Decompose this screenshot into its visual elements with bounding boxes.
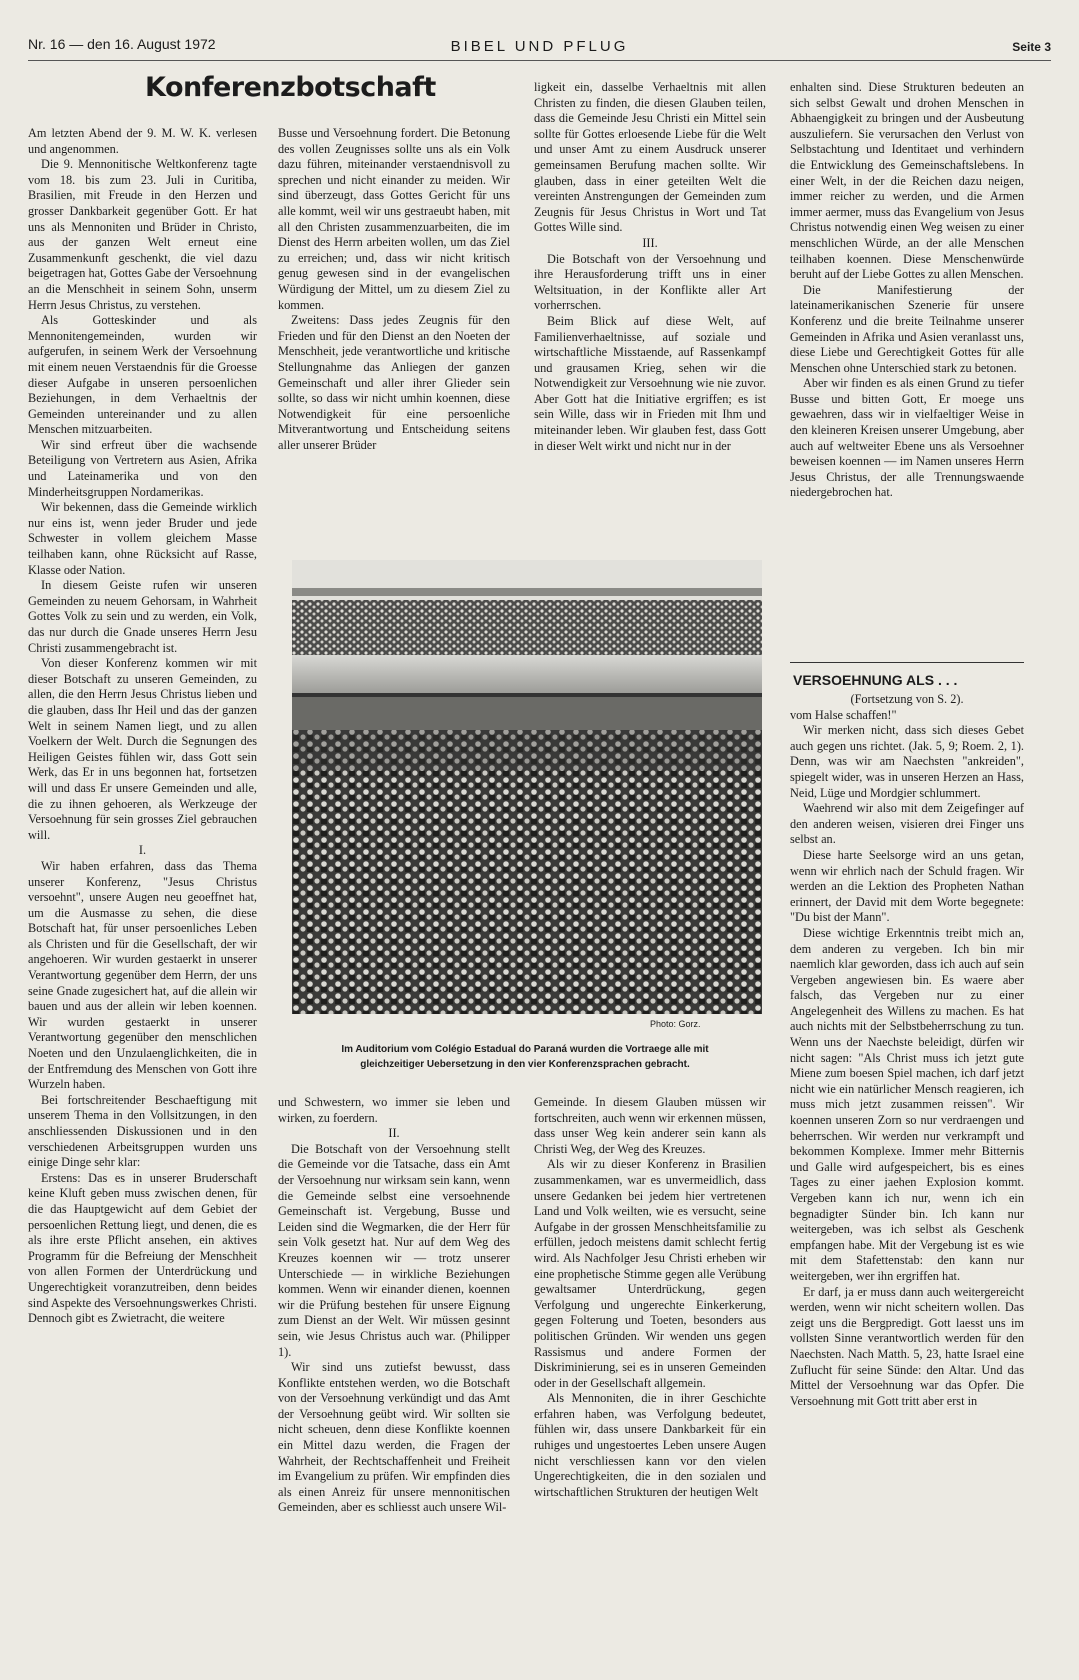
paragraph: enhalten sind. Diese Strukturen bedeuten an sich selbst Gewalt und drohen Menschen in Abhaengigkeit zu bringen und der Ausbeutung auszuliefern. Sie verursachen den Verlust von Selbstachtung und Identitaet und verhindern die Entwicklung des Gemeinschaftslebens. In einer Welt, in der die Reichen dazu neigen, immer reicher zu werden, und die Armen immer aermer, muss das Evangelium von Jesus Christus notwendig einen Weg weisen zu einer menschlichen Würde, an der alle Menschen teilhaben koennen. Diese Menschenwürde beruht auf der Liebe Gottes zu allen Menschen.	[790, 80, 1024, 282]
paragraph: und Schwestern, wo immer sie leben und wirken, zu foerdern.	[278, 1095, 510, 1125]
paragraph: Die Botschaft von der Versoehnung und ihre Herausforderung trifft uns in einer Weltsituation, in der Konflikte aller Art vorherrschen.	[534, 251, 766, 313]
paragraph: Bei fortschreitender Beschaeftigung mit unserem Thema in den Vollsitzungen, in den anschliessenden Diskussionen und in den verschiedenen Arbeitsgruppen wurden uns einige Dinge sehr klar:	[28, 1092, 257, 1170]
paragraph: Diese wichtige Erkenntnis treibt mich an, dem anderen zu vergeben. Ich bin mir naemlich klar geworden, dass ich auch auf sein Vergeben angewiesen bin. Es waere aber falsch, das Vergeben nur zu einer Angelegenheit des Willens zu machen. Es hat auch nichts mit der Selbstbeherrschung zu tun. Wenn uns der Naechste beleidigt, dürfen wir nicht sagen: "Als Christ muss ich jetzt gute Miene zum boesen Spiel machen, ich darf jetzt nicht wie ein natürlicher Mensch reagieren, ich muss mich jetzt zusammen reissen". Wir koennen unseren Zorn so nur verdraengen und beherrschen. Wir werden nur verkrampft und bekommen Komplexe. Immer mehr Bitternis und Galle wird aufgespeichert, bis es eines Tages zu einer jaehen Explosion kommt. Vergeben kann ich nur, wenn ich ein begnadigter Sünder bin. Ich kann nur weitergeben, was ich selbst als Geschenk empfangen habe. Mit der Vergebung ist es wie mit dem Stafettenstab: den kann nur weitergeben, wer ihn ergriffen hat.	[790, 925, 1024, 1283]
section-number: I.	[138, 843, 147, 858]
sidebar-column	[790, 692, 1024, 1676]
paragraph: Er darf, ja er muss dann auch weitergereicht werden, wenn wir nicht scheitern wollen. Das zeigt uns die Bergpredigt. Gott laesst uns im vollsten Sinne verantwortlich werden für den Naechsten. Nach Matth. 5, 23, hatte Israel eine Zuflucht für seine Sünde: den Altar. Und das Mittel der Versoehnung war das Opfer. Die Versoehnung mit Gott tritt aber erst in	[790, 1284, 1024, 1408]
paragraph: Zweitens: Dass jedes Zeugnis für den Frieden und für den Dienst an den Noeten der Menschheit, jede verantwortliche und kritische Stellungnahme das Anliegen der ganzen Gemeinschaft und aller ihrer Glieder sein sollte, so dass wir nicht umhin koennen, diese Notwendigkeit für eine persoenliche Mitverantwortung und Entscheidung seitens aller unserer Brüder	[278, 313, 510, 452]
paragraph: Waehrend wir also mit dem Zeigefinger auf den anderen weisen, visieren drei Finger uns selbst an.	[790, 801, 1024, 847]
paragraph: ligkeit ein, dasselbe Verhaeltnis mit allen Christen zu finden, die diesen Glauben teilen, dass die Gemeinde Jesu Christi ein Mittel sein sollte für Gottes erloesende Liebe für die Welt und unser Amt zu einem Ausdruck unserer gemeinsamen Berufung machen sollte. Wir glauben, dass in einer geteilten Welt die vereinten Anstrengungen der Gemeinden zum Zeugnis für Jesus Christus in Wort und Tat Gottes Wille sind.	[534, 80, 766, 235]
paragraph: Von dieser Konferenz kommen wir mit dieser Botschaft zu unseren Gemeinden, zu allen, die den Herrn Jesus Christus lieben und die glauben, dass Ihr Heil und das der ganzen Welt in seinem Namen liegt, und zu allen Voelkern der Welt. Durch die Segnungen des Heiligen Geistes fühlen wir, dass Gott sein Werk, das Er in uns begonnen hat, fortsetzen will und dass Er unsere Gemeinden und alle, die zu ihnen gehoeren, als Werkzeuge der Versoehnung für sein grosses Ziel gebrauchen will.	[28, 656, 257, 842]
photo-caption: Im Auditorium vom Colégio Estadual do Paraná wurden die Vortraege alle mit gleichzeitiger Uebersetzung in den vier Konferenzsprachen gebracht.	[341, 1044, 709, 1070]
article-column-4-top	[790, 80, 1024, 645]
article-column-2-bottom	[278, 1095, 510, 1675]
paragraph: Die Botschaft von der Versoehnung stellt die Gemeinde vor die Tatsache, dass ein Amt der Versoehnung nur wirksam sein kann, wenn die Gemeinde selbst eine versoehnende Gemeinschaft ist. Vergebung, Busse und Leiden sind die Wegmarken, die der Herr für sein Volk gesetzt hat. Nur auf dem Weg des Kreuzes koennen wir — trotz unserer Unterschiede — in wirkliche Beziehungen kommen. Wenn wir einander dienen, koennen wir die Prüfung bestehen für unsere Eignung zum Dienst an der Welt. Wir müssen gesinnt sein, wie Jesus Christus auch war. (Philipper 1).	[278, 1141, 510, 1359]
paragraph: Als wir zu dieser Konferenz in Brasilien zusammenkamen, war es unvermeidlich, dass unsere Gedanken bei jedem hier vertretenen Land und Volk weilten, wie es versucht, seine Aufgabe in der grossen Menschheitsfamilie zu erfüllen, jedoch meistens damit schlecht fertig wird. Als Nachfolger Jesu Christi erheben wir eine prophetische Stimme gegen alle Verübung gewaltsamer Unterdrückung, gegen Verfolgung und ungerechte Einkerkerung, gegen Folterung und Toeten, besonders aus politischen Gründen. Wir wenden uns gegen Rassismus und andere Formen der Diskriminierung, sei es in unseren Gemeinden oder in der Gesellschaft allgemein.	[534, 1157, 766, 1390]
paragraph: Wir sind erfreut über die wachsende Beteiligung von Vertretern aus Asien, Afrika und Lateinamerika und von den Minderheitsgruppen Nordamerikas.	[28, 437, 257, 499]
auditorium-photo	[292, 560, 762, 1014]
page-number: Seite 3	[1012, 40, 1051, 54]
paragraph: Als Mennoniten, die in ihrer Geschichte erfahren haben, was Verfolgung bedeutet, fühlen wir, dass unsere Dankbarkeit für ein ruhiges und ungestoertes Leben unsere Augen nicht verschliessen kann vor den vielen Ungerechtigkeiten, die in den sozialen und wirtschaftlichen Strukturen der heutigen Welt	[534, 1391, 766, 1499]
paragraph: Wir merken nicht, dass sich dieses Gebet auch gegen uns richtet. (Jak. 5, 9; Roem. 2, 1). Denn, was wir am Naechsten "ankreiden", spiegelt wider, was in unseren Herzen an Hass, Neid, Lüge und Mordgier schlummert.	[790, 723, 1024, 800]
issue-date: Nr. 16 — den 16. August 1972	[28, 36, 216, 52]
paragraph: Die 9. Mennonitische Weltkonferenz tagte vom 18. bis zum 23. Juli in Curitiba, Brasilien, mit Freude in den Herzen und grosser Dankbarkeit gegenüber Gott. Er hat uns als Mennoniten und Brüder in Christo, aus der ganzen Welt erneut eine Zusammenkunft geschenkt, die viel dazu beigetragen hat, Gottes Gabe der Versoehnung an die Menschheit in seinem Sohn, unserm Herrn Jesus Christus, zu verstehen.	[28, 157, 257, 312]
section-divider	[790, 662, 1024, 663]
article-column-3-top	[534, 80, 766, 552]
photo-credit: Photo: Gorz.	[650, 1019, 701, 1029]
auditorium-photo-image	[292, 560, 762, 1014]
paragraph: Wir haben erfahren, dass das Thema unserer Konferenz, "Jesus Christus versoehnt", unsere Augen neu geoeffnet hat, um die Ausmasse zu sehen, die diese Botschaft hat, für unser persoenliches Leben als Christen und für die Gesellschaft, der wir angehoeren. Wir wurden gestaerkt in unserer Verantwortung gegenüber dem Herrn, der uns seine Gnade zugesichert hat, auf die allein wir bauen und aus der allein wir leben koennen. Wir wurden gestaerkt in unserer Verantwortung gegenüber den menschlichen Noeten und den Unzulaenglichkeiten, die in der Entfremdung des Menschen von Gott ihre Wurzeln haben.	[28, 858, 257, 1092]
article-column-3-bottom	[534, 1095, 766, 1675]
sidebar-headline: VERSOEHNUNG ALS . . .	[793, 672, 958, 688]
article-column-1	[28, 126, 257, 1676]
paragraph: Die Manifestierung der lateinamerikanischen Szenerie für unsere Konferenz und die breite Teilnahme unserer Gemeinden in Afrika und Asien veranlasst uns, diese Liebe und Gerechtigkeit Gottes für alle Menschen ohne Unterschied stark zu betonen.	[790, 282, 1024, 375]
paragraph: Wir sind uns zutiefst bewusst, dass Konflikte entstehen werden, wo die Botschaft von der Versoehnung verkündigt und das Amt der Versoehnung geübt wird. Wir sollten sie nicht scheuen, denn diese Konflikte koennen ein Mittel dazu werden, die Fragen der Wahrheit, der Rechtschaffenheit und Freiheit im Evangelium zu prüfen. Wir empfinden dies als einen Anreiz für unsere mennonitischen Gemeinden, aber es schliesst auch unsere Wil-	[278, 1360, 510, 1515]
continuation-note: (Fortsetzung von S. 2).	[850, 692, 964, 706]
paragraph: Als Gotteskinder und als Mennonitengemeinden, wurden wir aufgerufen, in seinem Werk der Versoehnung mit einem neuen Verstaendnis für die Groesse dieser Aufgabe in unseren persoenlichen Beziehungen, in dem Verhaeltnis der Gemeinden untereinander und zu allen Menschen mitzuarbeiten.	[28, 313, 257, 437]
paragraph: Beim Blick auf diese Welt, auf Familienverhaeltnisse, auf soziale und wirtschaftliche Misstaende, auf Rassenkampf und grausamen Krieg, sehen wir die Notwendigkeit zur Versoehnung wie nie zuvor. Aber Gott hat die Initiative ergriffen; es ist sein Wille, dass wir in Frieden mit Ihm und miteinander leben. Wir glauben fest, dass Gott in dieser Welt wirkt und nicht nur in der	[534, 313, 766, 453]
section-number: III.	[642, 235, 658, 250]
paragraph: Diese harte Seelsorge wird an uns getan, wenn wir ehrlich nach der Schuld fragen. Wir werden an die Lektion des Propheten Nathan erinnert, der David mit dem Worte begegnete: "Du bist der Mann".	[790, 847, 1024, 925]
masthead	[28, 36, 1051, 61]
article-column-2-top	[278, 126, 510, 551]
paragraph: Aber wir finden es als einen Grund zu tiefer Busse und bitten Gott, Er moege uns gewaehren, dass wir in vielfaeltiger Weise in den kleineren Kreisen unserer Umgebung, aber auch auf weltweiter Ebene uns als Versoehner beweisen koennen — im Namen unseres Herrn Jesus Christus, der alle Trennungswaende niedergebrochen hat.	[790, 376, 1024, 500]
paragraph: Gemeinde. In diesem Glauben müssen wir fortschreiten, auch wenn wir erkennen müssen, dass unser Weg kein anderer sein kann als Christi Weg, der Weg des Kreuzes.	[534, 1095, 766, 1156]
paragraph: Am letzten Abend der 9. M. W. K. verlesen und angenommen.	[28, 126, 257, 156]
newspaper-title: BIBEL UND PFLUG	[450, 38, 629, 55]
paragraph: Erstens: Das es in unserer Bruderschaft keine Kluft geben muss zwischen denen, für die das Hauptgewicht auf dem Gebiet der persoenlichen Rettung liegt, und denen, die es als ihre erste Pflicht ansehen, ein aktives Programm für die Befreiung der Menschheit von allen Formen der Unterdrückung und Ungerechtigkeit voranzutreiben, denn beides sind Aspekte des Versoehnungswerkes Christi. Dennoch gibt es Zwietracht, die weitere	[28, 1170, 257, 1326]
paragraph: vom Halse schaffen!"	[790, 707, 897, 722]
paragraph: In diesem Geiste rufen wir unseren Gemeinden zu neuem Gehorsam, in Wahrheit Gottes Volk zu sein und zu werden, ein Volk, das nur durch die Gnade unseres Herrn Jesu Christi zusammengebracht ist.	[28, 578, 257, 655]
paragraph: Wir bekennen, dass die Gemeinde wirklich nur eins ist, wenn jeder Bruder und jede Schwester in vollem gleichem Masse teilhaben kann, ohne Rücksicht auf Rasse, Klasse oder Nation.	[28, 500, 257, 577]
paragraph: Busse und Versoehnung fordert. Die Betonung des vollen Zeugnisses sollte uns als ein Volk dazu führen, miteinander verstaendnisvoll zu sprechen und nicht einander zu meiden. Wir sind überzeugt, dass Gottes Gericht für uns alle kommt, weil wir uns gestraeubt haben, mit all den Christen zusammenzuarbeiten, die im Dienst des Herrn arbeiten wollen, um das Ziel zu erreichen; und, dass wir nicht kritisch genug gewesen sind in der evangelischen Würdigung der Mittel, um zu diesem Ziel zu kommen.	[278, 126, 510, 312]
section-number: II.	[388, 1126, 400, 1141]
article-headline: Konferenzbotschaft	[145, 72, 436, 103]
